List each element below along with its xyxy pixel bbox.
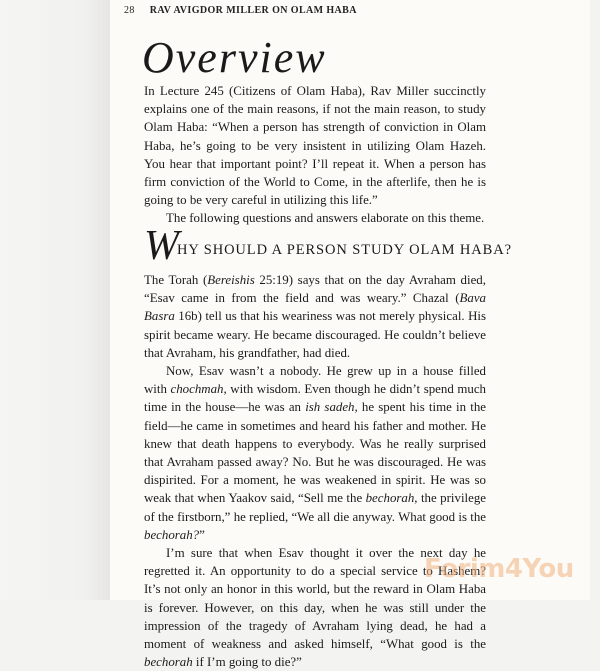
- hebrew-term: chochmah,: [170, 382, 227, 397]
- heading-text: HY SHOULD A PERSON STUDY OLAM HABA?: [177, 242, 512, 258]
- hebrew-term: bechorah,: [365, 491, 418, 506]
- page-number: 28: [124, 5, 135, 16]
- page-gutter: [0, 0, 110, 600]
- overview-text: [144, 82, 486, 228]
- source-reference: Bereishis: [207, 273, 255, 287]
- text-run: The Torah (: [144, 273, 208, 287]
- heading-dropcap: W: [144, 223, 179, 269]
- text-run: if I’m going to die?”: [192, 655, 302, 670]
- section-body: [144, 271, 486, 671]
- hebrew-term: bechorah?: [144, 527, 200, 542]
- hebrew-term: bechorah: [144, 655, 193, 670]
- text-run: ”: [199, 527, 205, 542]
- hebrew-term: ish sadeh,: [305, 400, 358, 415]
- text-run: he spent his time in the field—he came in sometimes and heard his father and mother. He knew that death happens to everybody. Was he really surprised that Avraham passed away? No. But he was discouraged. He was dispirited. For a moment, he was weakened in spirit. He was so weak that when Yaakov said, “Sell me the: [144, 400, 486, 506]
- chapter-title: Overview: [142, 33, 327, 82]
- overview-paragraph: The following questions and answers elaborate on this theme.: [166, 211, 485, 226]
- text-run: 25:19) says that on the day Avraham died, “Esav came in from the field and was weary.” Chazal (: [144, 273, 486, 306]
- text-run: with wisdom. Even though he didn’t spend much time in the house—he was an: [144, 382, 487, 415]
- overview-paragraph: In Lecture 245 (Citizens of Olam Haba), Rav Miller succinctly explains one of the main reasons, if not the main reason, to study Olam Haba: “When a person has strength of conviction in Olam Haba, he’s going to be very insistent in utilizing Olam Hazeh. You hear that important point? I’ll repeat it. When a person has firm conviction of the World to Come, in the afterlife, then he is going to be very careful in utilizing this life.”: [144, 84, 486, 208]
- running-header: [124, 5, 574, 19]
- watermark: Forim4You: [424, 554, 574, 584]
- book-title: RAV AVIGDOR MILLER ON OLAM HABA: [149, 5, 357, 16]
- source-reference: Bava Basra: [144, 291, 486, 324]
- text-run: Now, Esav wasn’t a nobody. He grew up in a house filled with: [144, 364, 486, 397]
- text-run: 16b) tell us that his weariness was not merely physical. His spirit became weary. He became discouraged. He couldn’t believe that Avraham, his grandfather, had died.: [144, 309, 486, 360]
- body-paragraph: [144, 362, 486, 544]
- text-run: the privilege of the firstborn,” he replied, “We all die anyway. What good is the: [144, 491, 486, 524]
- text-run: I’m sure that when Esav thought it over the next day he regretted it. An opportunity to do a special service to Hashem? It’s not only an honor in this world, but the reward in Olam Haba is forever. However, on this day, when he was still under the impression of the tragedy of Avraham lying dead, he had a moment of weakness and asked himself, “What good is the: [144, 546, 486, 652]
- body-paragraph: [144, 271, 486, 362]
- section-heading: [144, 223, 512, 269]
